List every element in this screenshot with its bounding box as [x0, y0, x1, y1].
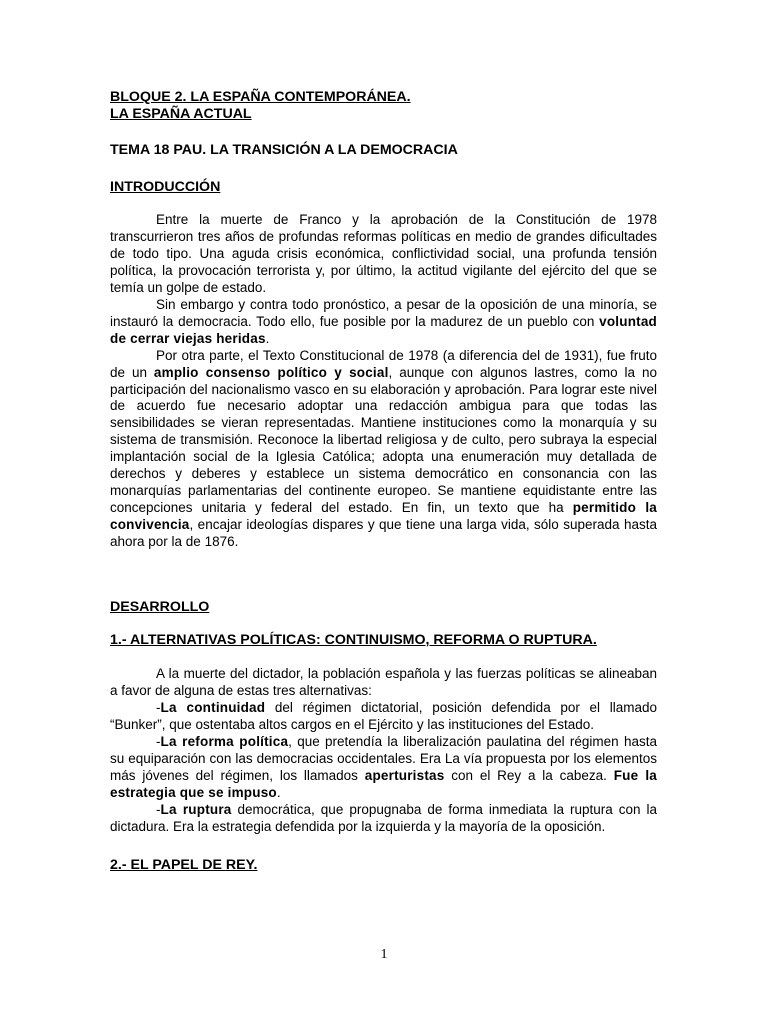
text-run: .	[276, 784, 281, 800]
text-run: Por otra parte, el Texto Constitucional de 1978 (a diferencia del de 1931), fue fruto de un	[110, 347, 657, 380]
section-1-heading: 1.- ALTERNATIVAS POLÍTICAS: CONTINUISMO, REFORMA O RUPTURA.	[110, 632, 597, 648]
section-2-heading: 2.- EL PAPEL DE REY.	[110, 857, 258, 873]
development-heading: DESARROLLO	[110, 599, 210, 615]
bold-run: voluntad de cerrar viejas heridas	[110, 313, 657, 346]
section-1-paragraph-4	[110, 802, 657, 836]
text-run: , que pretendía la liberalización paulatina del régimen hasta su equiparación con las democracias occidentales. Era La vía propuesta por los elementos más jóvenes del régimen, los llamados	[110, 733, 657, 783]
intro-body	[110, 212, 657, 551]
section-1-body	[110, 666, 657, 836]
text-run: .	[265, 330, 270, 346]
text-run: -	[156, 699, 161, 715]
intro-paragraph-3	[110, 348, 657, 551]
text-run: del régimen dictatorial, posición defendida por el llamado “Bunker”, que ostentaba altos cargos en el Ejército y las instituciones del Estado.	[110, 699, 657, 732]
bold-run: Fue la estrategia que se impuso	[110, 767, 657, 800]
text-run: -	[156, 801, 161, 817]
bold-run: permitido la convivencia	[110, 500, 657, 533]
text-run: con el Rey a la cabeza.	[444, 767, 614, 783]
text-run: , aunque con algunos lastres, como la no participación del nacionalismo vasco en su elaboración y aprobación. Para lograr este nivel de acuerdo fue necesario adoptar una redacción ambigua para que todas las sensibilidades se vieran representadas. Mantiene instituciones como la monarquía y su sistema de transmisión. Reconoce la libertad religiosa y de culto, pero subraya la especial implantación social de la Iglesia Católica; adopta una enumeración muy detallada de derechos y deberes y establece un sistema democrático en consonancia con las monarquías parlamentarias del continente europeo. Se mantiene equidistante entre las concepciones unitaria y federal del estado. En fin, un texto que ha	[110, 364, 657, 516]
section-1-paragraph-1: A la muerte del dictador, la población española y las fuerzas políticas se alineaban a favor de alguna de estas tres alternativas:	[110, 666, 657, 698]
bold-run: La reforma política	[160, 733, 289, 749]
intro-heading: INTRODUCCIÓN	[110, 179, 221, 195]
bold-run: La ruptura	[160, 801, 232, 817]
topic-title: TEMA 18 PAU. LA TRANSICIÓN A LA DEMOCRACIA	[110, 142, 458, 158]
section-1-paragraph-2	[110, 700, 657, 734]
bold-run: La continuidad	[160, 699, 266, 715]
section-1-paragraph-3	[110, 734, 657, 802]
text-run: -	[156, 733, 161, 749]
text-run: Sin embargo y contra todo pronóstico, a pesar de la oposición de una minoría, se instauró la democracia. Todo ello, fue posible por la madurez de un pueblo con	[110, 296, 657, 329]
intro-paragraph-2	[110, 297, 657, 348]
intro-paragraph-1: Entre la muerte de Franco y la aprobación de la Constitución de 1978 transcurrieron tres años de profundas reformas políticas en medio de grandes dificultades de todo tipo. Una aguda crisis económica, conflictividad social, una profunda tensión política, la provocación terrorista y, por último, la actitud vigilante del ejército del que se temía un golpe de estado.	[110, 212, 657, 295]
block-title-line2: LA ESPAÑA ACTUAL	[110, 106, 252, 122]
bold-run: aperturistas	[364, 767, 445, 783]
block-title-line1: BLOQUE 2. LA ESPAÑA CONTEMPORÁNEA.	[110, 89, 411, 105]
page-number: 1	[380, 947, 388, 962]
text-run: democrática, que propugnaba de forma inmediata la ruptura con la dictadura. Era la estrategia defendida por la izquierda y la mayoría de la oposición.	[110, 801, 657, 834]
bold-run: amplio consenso político y social	[153, 364, 389, 380]
text-run: , encajar ideologías dispares y que tiene una larga vida, sólo superada hasta ahora por la de 1876.	[110, 517, 657, 550]
